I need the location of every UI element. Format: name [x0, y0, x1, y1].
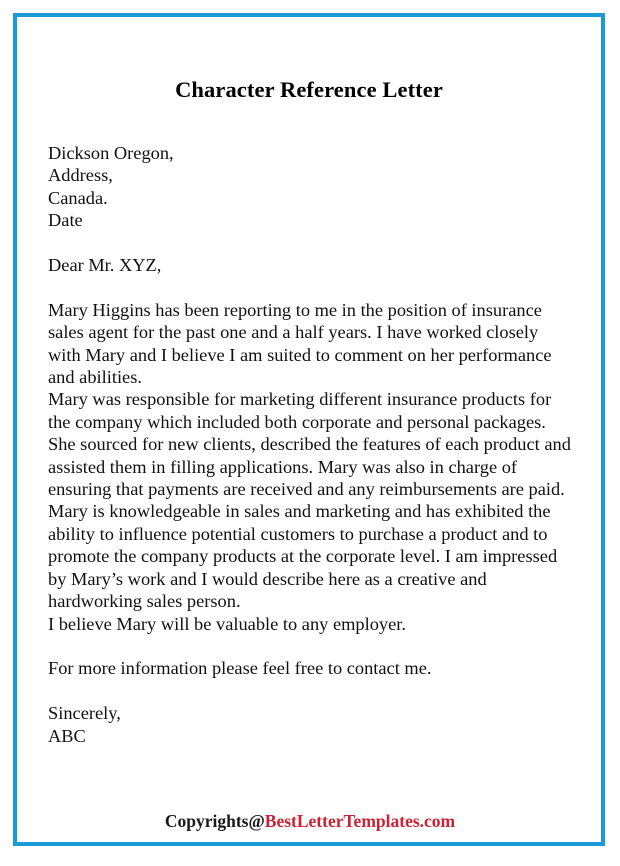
footer-watermark: [0, 812, 620, 831]
body-paragraph-1: Mary Higgins has been reporting to me in the position of insurance sales agent for the past one and a half years. I have worked closely with Mary and I believe I am suited to comment on her performance and abilities.: [48, 299, 552, 388]
footer-copyright-prefix: Copyrights@: [164, 811, 265, 831]
body-paragraph-3: Mary is knowledgeable in sales and marketing and has exhibited the ability to influence potential customers to purchase a product and to promote the company products at the corporate level. I am impressed by Mary’s work and I would describe here as a creative and hardworking sales person.: [48, 501, 558, 612]
spacer-before-contact-note: [48, 635, 571, 657]
sender-line-date: Date: [48, 210, 83, 231]
sender-line-country: Canada.: [48, 187, 108, 208]
sender-line-city: Dickson Oregon,: [48, 143, 174, 163]
letter-body: [48, 142, 571, 747]
spacer-after-address: [48, 232, 571, 254]
spacer-after-salutation: [48, 276, 571, 298]
closing-salutation: Sincerely,: [48, 703, 121, 724]
spacer-before-closing: [48, 680, 571, 702]
body-paragraph-4: I believe Mary will be valuable to any employer.: [48, 613, 406, 634]
letter-document: [47, 46, 571, 786]
footer-site-name: BestLetterTemplates.com: [264, 811, 456, 831]
salutation: Dear Mr. XYZ,: [48, 255, 162, 276]
signature-name: ABC: [48, 725, 86, 746]
page-title: Character Reference Letter: [175, 77, 443, 102]
contact-note: For more information please feel free to contact me.: [48, 658, 432, 679]
sender-address-block: [48, 142, 571, 232]
body-paragraph-2: Mary was responsible for marketing different insurance products for the company which included both corporate and personal packages. She sourced for new clients, described the features of each product and assisted them in filling applications. Mary was also in charge of ensuring that payments are received and any reimbursements are paid.: [48, 389, 571, 500]
sender-line-address: Address,: [48, 165, 113, 186]
